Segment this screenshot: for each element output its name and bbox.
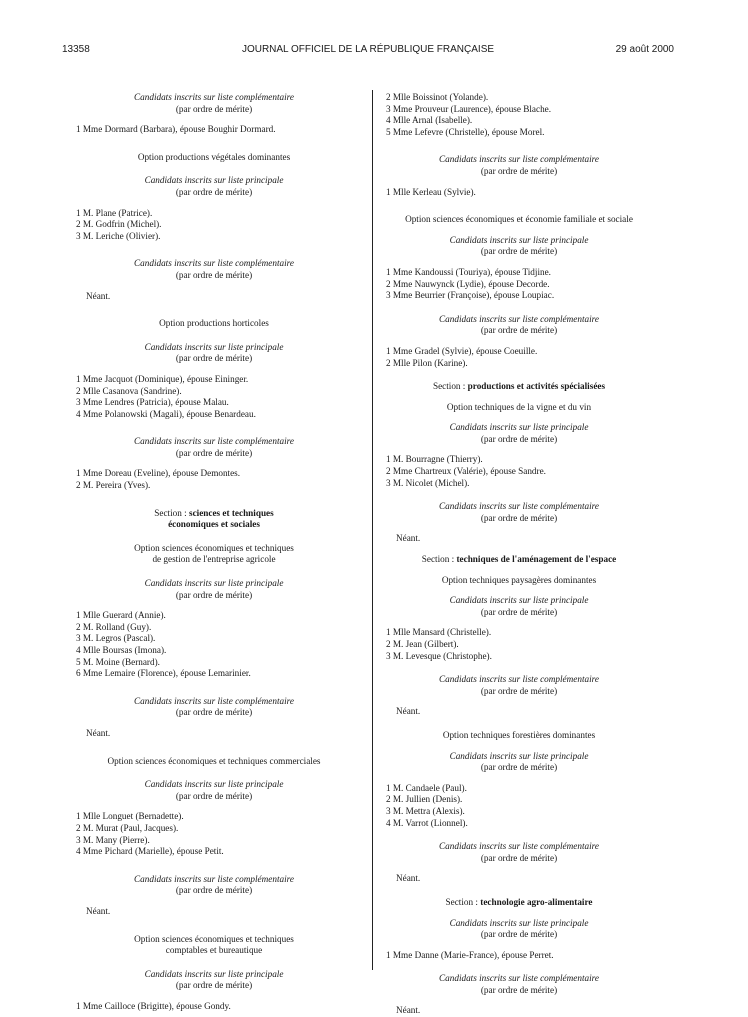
section-name: technologie agro-alimentaire — [480, 896, 593, 907]
list-heading: Candidats inscrits sur liste complémentaire — [134, 92, 294, 102]
list-subheading: (par ordre de mérite) — [175, 447, 253, 458]
candidate-list — [76, 374, 352, 420]
list-item: 1 Mme Kandoussi (Touriya), épouse Tidjine. — [386, 266, 551, 277]
list-item: 2 Mme Nauwynck (Lydie), épouse Decorde. — [386, 278, 550, 289]
option-title-line2: de gestion de l'entreprise agricole — [152, 554, 276, 565]
left-column — [76, 92, 352, 1012]
list-item: 4 Mlle Boursas (Imona). — [76, 645, 167, 655]
list-heading: Candidats inscrits sur liste complémentaire — [134, 873, 294, 884]
list-item: 2 M. Rolland (Guy). — [76, 621, 152, 632]
list-item: 1 Mme Dormard (Barbara), épouse Boughir Dormard. — [76, 124, 276, 135]
journal-title: JOURNAL OFFICIEL DE LA RÉPUBLIQUE FRANÇAISE — [241, 44, 495, 55]
list-subheading: (par ordre de mérite) — [480, 606, 558, 617]
list-heading: Candidats inscrits sur liste complémentaire — [439, 501, 599, 512]
candidate-list — [76, 208, 352, 243]
candidate-list — [76, 811, 352, 857]
list-heading: Candidats inscrits sur liste principale — [449, 595, 589, 606]
section-title — [76, 508, 352, 520]
none-label: Néant. — [86, 905, 111, 916]
list-item: 3 M. Legros (Pascal). — [76, 633, 156, 644]
section-title — [386, 897, 652, 909]
list-subheading: (par ordre de mérite) — [175, 885, 253, 896]
list-item: 3 M. Many (Pierre). — [76, 834, 150, 845]
list-item: 1 Mme Doreau (Eveline), épouse Demontes. — [76, 468, 241, 479]
list-item: 2 M. Godfrin (Michel). — [76, 219, 162, 230]
list-heading: Candidats inscrits sur liste principale — [449, 750, 589, 761]
option-title: Option techniques de la vigne et du vin — [446, 401, 592, 412]
list-subheading: (par ordre de mérite) — [480, 433, 558, 444]
list-subheading: (par ordre de mérite) — [175, 269, 253, 280]
list-item: 3 M. Nicolet (Michel). — [386, 477, 470, 488]
none-label: Néant. — [396, 873, 421, 884]
list-subheading: (par ordre de mérite) — [480, 762, 558, 773]
list-subheading: (par ordre de mérite) — [175, 707, 253, 718]
list-item: 1 M. Plane (Patrice). — [76, 207, 153, 218]
list-subheading: (par ordre de mérite) — [175, 790, 253, 801]
candidate-list — [386, 627, 652, 662]
list-item: 4 M. Varrot (Lionnel). — [386, 817, 468, 828]
candidate-list — [386, 346, 652, 369]
list-item: 4 Mlle Arnal (Isabelle). — [386, 115, 473, 126]
list-heading: Candidats inscrits sur liste principale — [449, 422, 589, 433]
list-item: 4 Mme Polanowski (Magali), épouse Benardeau. — [76, 408, 256, 419]
list-item: 1 Mlle Guerard (Annie). — [76, 610, 166, 621]
list-item: 1 M. Candaele (Paul). — [386, 782, 467, 793]
list-item: 2 M. Pereira (Yves). — [76, 480, 151, 491]
list-item: 5 M. Moine (Bernard). — [76, 656, 160, 667]
none-label: Néant. — [396, 533, 421, 544]
list-item: 1 Mme Gradel (Sylvie), épouse Coeuille. — [386, 345, 538, 356]
list-subheading: (par ordre de mérite) — [175, 103, 253, 114]
list-item: 2 Mlle Pilon (Karine). — [386, 357, 468, 368]
section-name-line2: économiques et sociales — [168, 519, 260, 530]
list-item: 1 Mme Jacquot (Dominique), épouse Eininger. — [76, 373, 249, 384]
option-title: Option techniques forestières dominantes — [442, 729, 596, 740]
list-heading: Candidats inscrits sur liste principale — [144, 779, 284, 790]
list-item: 1 Mme Danne (Marie-France), épouse Perret. — [386, 949, 554, 960]
section-title-line2 — [76, 519, 352, 531]
list-subheading: (par ordre de mérite) — [175, 186, 253, 197]
none-label: Néant. — [86, 727, 111, 738]
candidate-list — [386, 92, 652, 138]
list-subheading: (par ordre de mérite) — [480, 325, 558, 336]
list-item: 3 Mme Prouveur (Laurence), épouse Blache. — [386, 103, 552, 114]
option-title: Option productions végétales dominantes — [137, 151, 291, 162]
list-subheading: (par ordre de mérite) — [175, 980, 253, 991]
option-title: Option techniques paysagères dominantes — [441, 574, 597, 585]
list-heading: Candidats inscrits sur liste complémentaire — [134, 258, 294, 269]
list-heading: Candidats inscrits sur liste complémentaire — [439, 841, 599, 852]
candidate-list — [386, 783, 652, 829]
list-heading: Candidats inscrits sur liste principale — [144, 341, 284, 352]
section-prefix: Section : — [421, 554, 455, 565]
list-item: 1 Mlle Mansard (Christelle). — [386, 627, 492, 638]
list-subheading: (par ordre de mérite) — [480, 852, 558, 863]
candidate-list — [76, 1001, 352, 1013]
list-heading: Candidats inscrits sur liste principale — [144, 175, 284, 186]
list-heading: Candidats inscrits sur liste principale — [144, 578, 284, 589]
list-subheading: (par ordre de mérite) — [480, 685, 558, 696]
list-item: 3 M. Leriche (Olivier). — [76, 230, 161, 241]
candidate-list — [386, 267, 652, 302]
list-item: 2 M. Jean (Gilbert). — [386, 639, 459, 649]
list-heading: Candidats inscrits sur liste complémentaire — [439, 154, 599, 165]
list-item: 4 Mme Pichard (Marielle), épouse Petit. — [76, 846, 224, 857]
list-heading: Candidats inscrits sur liste complémentaire — [439, 973, 599, 984]
list-subheading: (par ordre de mérite) — [480, 929, 558, 940]
list-subheading: (par ordre de mérite) — [175, 353, 253, 364]
candidate-list — [76, 468, 352, 491]
option-title-line2: comptables et bureautique — [165, 945, 263, 956]
option-title: Option productions horticoles — [159, 318, 269, 329]
list-item: 5 Mme Lefevre (Christelle), épouse Morel. — [386, 126, 545, 137]
candidate-list — [386, 454, 652, 489]
list-item: 1 Mlle Longuet (Bernadette). — [76, 811, 184, 822]
list-heading: Candidats inscrits sur liste principale — [144, 968, 284, 979]
section-title — [386, 381, 652, 393]
none-label: Néant. — [396, 706, 421, 717]
list-item: 3 Mme Lendres (Patricia), épouse Malau. — [76, 397, 229, 408]
list-item: 3 Mme Beurrier (Françoise), épouse Loupiac. — [386, 290, 555, 301]
list-heading: Candidats inscrits sur liste principale — [449, 234, 589, 245]
section-name-line1: sciences et techniques — [189, 507, 274, 518]
candidate-list — [386, 187, 652, 199]
page-header — [62, 44, 674, 58]
section-name: techniques de l'aménagement de l'espace — [456, 554, 617, 565]
list-heading: Candidats inscrits sur liste complémentaire — [134, 695, 294, 706]
list-item: 2 M. Jullien (Denis). — [386, 794, 463, 805]
option-title: Option sciences économiques et techniques — [134, 933, 294, 944]
list-subheading: (par ordre de mérite) — [175, 589, 253, 600]
list-item: 6 Mme Lemaire (Florence), épouse Lemarinier. — [76, 668, 251, 679]
section-prefix: Section : — [154, 507, 187, 518]
list-item: 2 M. Murat (Paul, Jacques). — [76, 822, 179, 833]
list-heading: Candidats inscrits sur liste complémentaire — [134, 436, 294, 447]
column-divider — [372, 90, 373, 970]
list-heading: Candidats inscrits sur liste principale — [449, 917, 589, 928]
none-label: Néant. — [86, 290, 111, 301]
option-title: Option sciences économiques et techniques — [134, 542, 294, 553]
candidate-list — [76, 124, 352, 136]
page-number: 13358 — [62, 44, 90, 55]
list-item: 1 Mlle Kerleau (Sylvie). — [386, 186, 476, 197]
list-item: 2 Mlle Boissinot (Yolande). — [386, 92, 489, 102]
list-item: 3 M. Levesque (Christophe). — [386, 650, 492, 661]
list-item: 2 Mlle Casanova (Sandrine). — [76, 385, 182, 396]
list-subheading: (par ordre de mérite) — [480, 512, 558, 523]
list-item: 2 Mme Chartreux (Valérie), épouse Sandre. — [386, 466, 546, 477]
list-subheading: (par ordre de mérite) — [480, 246, 558, 257]
list-subheading: (par ordre de mérite) — [480, 165, 558, 176]
list-item: 3 M. Mettra (Alexis). — [386, 805, 465, 816]
option-title: Option sciences économiques et économie familiale et sociale — [405, 214, 633, 225]
section-title — [386, 554, 652, 566]
candidate-list — [386, 950, 652, 962]
option-title: Option sciences économiques et techniques commerciales — [107, 755, 321, 766]
list-heading: Candidats inscrits sur liste complémentaire — [439, 674, 599, 685]
list-subheading: (par ordre de mérite) — [480, 984, 558, 995]
section-name: productions et activités spécialisées — [467, 381, 606, 392]
candidate-list — [76, 610, 352, 680]
list-heading: Candidats inscrits sur liste complémentaire — [439, 313, 599, 324]
right-column — [386, 92, 652, 1017]
list-item: 1 M. Bourragne (Thierry). — [386, 454, 483, 465]
section-prefix: Section : — [445, 896, 478, 907]
issue-date: 29 août 2000 — [615, 44, 674, 55]
section-prefix: Section : — [432, 381, 466, 392]
none-label: Néant. — [396, 1005, 421, 1016]
list-item: 1 Mme Cailloce (Brigitte), épouse Gondy. — [76, 1000, 231, 1011]
